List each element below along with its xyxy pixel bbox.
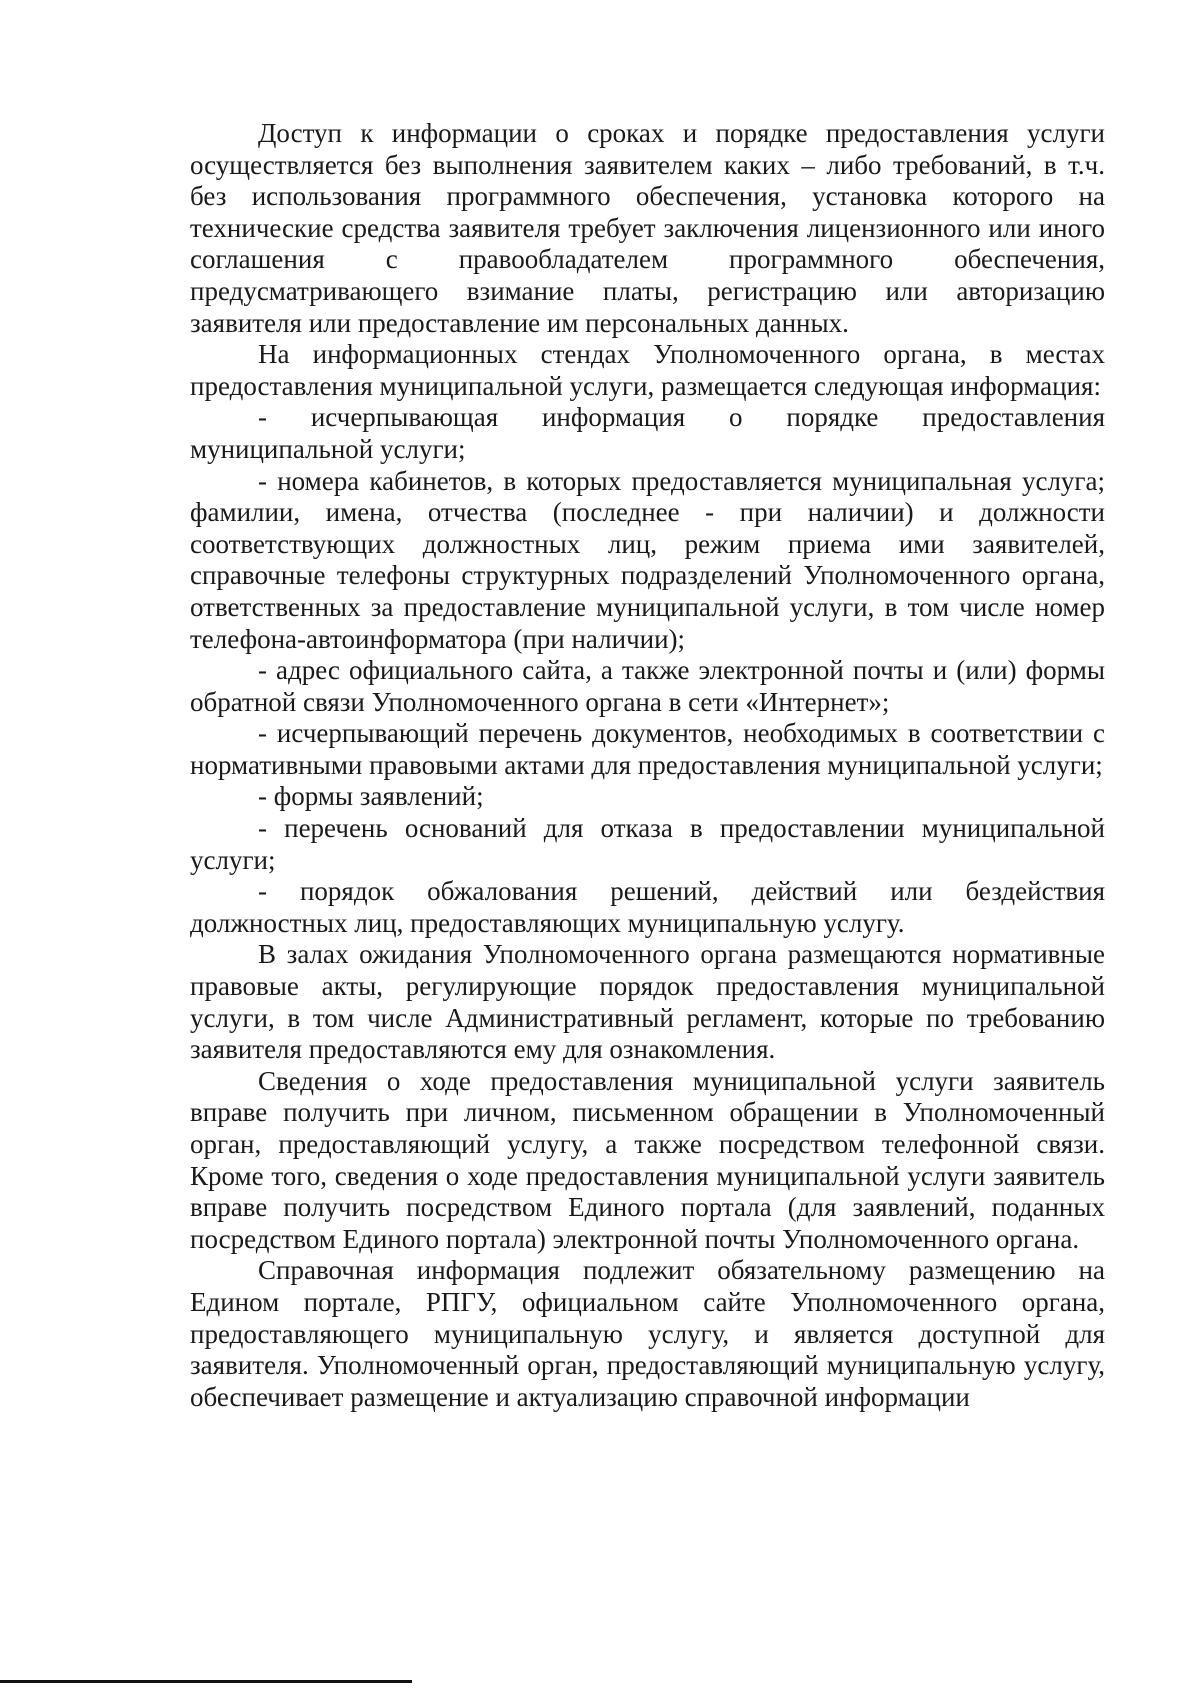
paragraph-information-stands: На информационных стендах Уполномоченного органа, в местах предоставления муниципальной услуги, размещается следующая информация: — [190, 339, 1105, 401]
paragraph-reference-info: Справочная информация подлежит обязательному размещению на Едином портале, РПГУ, официальном сайте Уполномоченного органа, предоставляющего муниципальную услугу, и является доступной для заявителя. Уполномоченный орган, предоставляющий муниципальную услугу, обеспечивает размещение и актуализацию справочной информации — [190, 1255, 1105, 1412]
list-item-refusal-grounds: - перечень оснований для отказа в предоставлении муниципальной услуги; — [190, 813, 1105, 875]
list-item-service-procedure: - исчерпывающая информация о порядке предоставления муниципальной услуги; — [190, 402, 1105, 464]
paragraph-service-progress: Сведения о ходе предоставления муниципальной услуги заявитель вправе получить при личном, письменном обращении в Уполномоченный орган, предоставляющий услугу, а также посредством телефонной связи. Кроме того, сведения о ходе предоставления муниципальной услуги заявитель вправе получить посредством Единого портала (для заявлений, поданных посредством Единого портала) электронной почты Уполномоченного органа. — [190, 1065, 1105, 1254]
paragraph-access-info: Доступ к информации о сроках и порядке предоставления услуги осуществляется без выполнения заявителем каких – либо требований, в т.ч. без использования программного обеспечения, установка которого на технические средства заявителя требует заключения лицензионного или иного соглашения с правообладателем программного обеспечения, предусматривающего взимание платы, регистрацию или авторизацию заявителя или предоставление им персональных данных. — [190, 118, 1105, 338]
list-item-website-address: - адрес официального сайта, а также электронной почты и (или) формы обратной связи Уполномоченного органа в сети «Интернет»; — [190, 655, 1105, 717]
document-body — [190, 118, 1105, 1413]
list-item-application-forms: - формы заявлений; — [258, 781, 484, 812]
footer-rule — [0, 1680, 412, 1683]
list-item-appeal-procedure: - порядок обжалования решений, действий или бездействия должностных лиц, предоставляющих муниципальную услугу. — [190, 876, 1105, 938]
paragraph-waiting-rooms: В залах ожидания Уполномоченного органа размещаются нормативные правовые акты, регулирующие порядок предоставления муниципальной услуги, в том числе Административный регламент, которые по требованию заявителя предоставляются ему для ознакомления. — [190, 939, 1105, 1065]
list-item-office-numbers: - номера кабинетов, в которых предоставляется муниципальная услуга; фамилии, имена, отчества (последнее - при наличии) и должности соответствующих должностных лиц, режим приема ими заявителей, справочные телефоны структурных подразделений Уполномоченного органа, ответственных за предоставление муниципальной услуги, в том числе номер телефона-автоинформатора (при наличии); — [190, 465, 1105, 654]
list-item-required-documents: - исчерпывающий перечень документов, необходимых в соответствии с нормативными правовыми актами для предоставления муниципальной услуги; — [190, 718, 1105, 780]
